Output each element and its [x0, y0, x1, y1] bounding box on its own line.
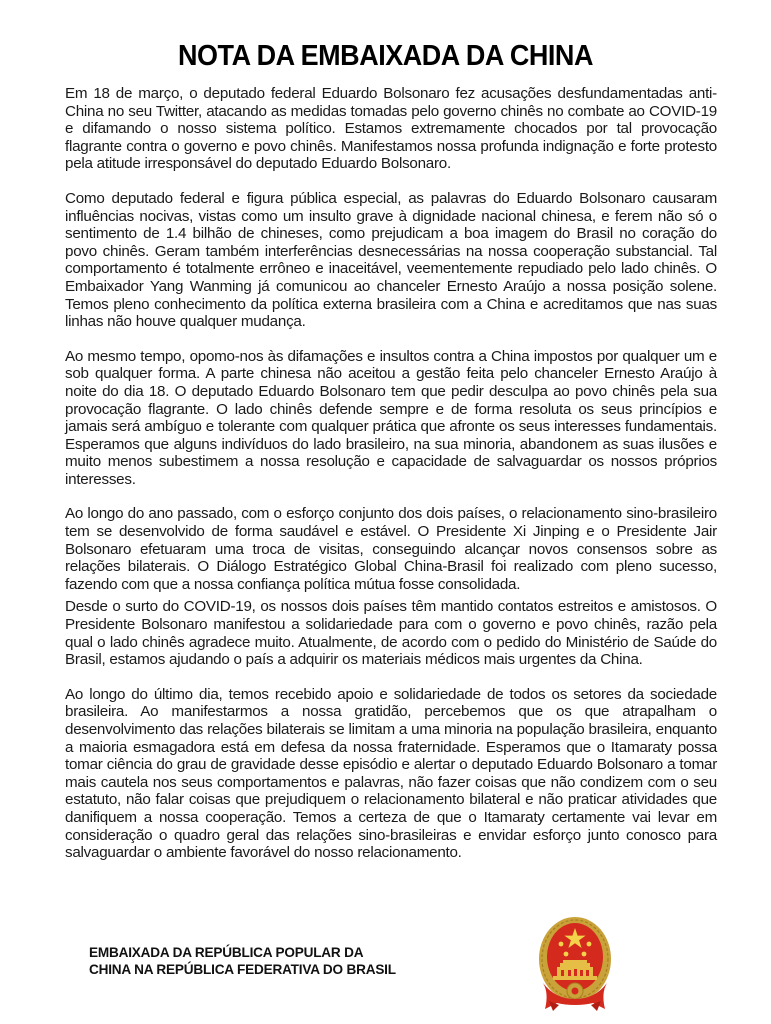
emblem-small-star: [559, 942, 564, 947]
signature-line-2: CHINA NA REPÚBLICA FEDERATIVA DO BRASIL: [89, 962, 396, 977]
embassy-signature: [89, 944, 449, 978]
paragraph-4: Ao longo do ano passado, com o esforço conjunto dos dois países, o relacionamento sino-brasileiro tem se desenvolvido de forma saudável e estável. O Presidente Xi Jinping e o Presidente Jair Bolsonaro efetuaram uma troca de visitas, conseguindo alcançar novos consensos sobre as relações bilaterais. O Diálogo Estratégico Global China-Brasil foi realizado com pleno sucesso, fazendo com que a nossa confiança política mútua fosse consolidada.: [65, 505, 717, 593]
paragraph-1: Em 18 de março, o deputado federal Eduardo Bolsonaro fez acusações desfundamentadas anti-China no seu Twitter, atacando as medidas tomadas pelo governo chinês no combate ao COVID-19 e difamando o nosso sistema político. Estamos extremamente chocados por tal provocação flagrante contra o governo e povo chinês. Manifestamos nossa profunda indignação e forte protesto pela atitude irresponsável do deputado Eduardo Bolsonaro.: [65, 85, 717, 173]
emblem-gate-roof: [560, 963, 590, 967]
note-body: [65, 85, 717, 862]
signature-line-1: EMBAIXADA DA REPÚBLICA POPULAR DA: [89, 945, 364, 960]
emblem-small-star: [587, 942, 592, 947]
national-emblem-of-china-icon: [535, 913, 615, 1015]
page-title: NOTA DA EMBAIXADA DA CHINA: [178, 40, 593, 72]
paragraph-5: Desde o surto do COVID-19, os nossos dois países têm mantido contatos estreitos e amistosos. O Presidente Bolsonaro manifestou a solidariedade para com o governo e povo chinês, razão pela qual o lado chinês agradece muito. Atualmente, de acordo com o pedido do Ministério de Saúde do Brasil, estamos ajudando o país a adquirir os materiais médicos mais urgentes da China.: [65, 598, 717, 669]
paragraph-3: Ao mesmo tempo, opomo-nos às difamações e insultos contra a China impostos por qualquer um e sob qualquer forma. A parte chinesa não aceitou a gestão feita pelo chanceler Ernesto Araújo à noite do dia 18. O deputado Eduardo Bolsonaro tem que pedir desculpa ao povo chinês pela sua provocação flagrante. O lado chinês defende sempre e de forma resoluta os seus princípios e jamais será ambíguo e tolerante com qualquer prática que afronte os seus interesses fundamentais. Esperamos que alguns indivíduos do lado brasileiro, na sua minoria, abandonem as suas ilusões e muito menos subestimem a nossa resolução e capacidade de salvaguardar os nossos próprios interesses.: [65, 347, 717, 488]
emblem-small-star: [564, 952, 569, 957]
paragraph-2: Como deputado federal e figura pública especial, as palavras do Eduardo Bolsonaro causaram influências nocivas, vistas como um insulto grave à dignidade nacional chinesa, e ferem não só o sentimento de 1.4 bilhão de chineses, como prejudicam a boa imagem do Brasil no coração do povo chinês. Geram também interferências desnecessárias na nossa cooperação substancial. Tal comportamento é totalmente errôneo e inaceitável, veementemente repudiado pelo lado chinês. O Embaixador Yang Wanming já comunicou ao chanceler Ernesto Araújo a nossa posição solene. Temos pleno conhecimento da política externa brasileira com a China e acreditamos que nas suas linhas não houve qualquer mudança.: [65, 189, 717, 331]
paragraph-6: Ao longo do último dia, temos recebido apoio e solidariedade de todos os setores da sociedade brasileira. Ao manifestarmos a nossa gratidão, percebemos que os que atrapalham o desenvolvimento das relações bilaterais se limitam a uma minoria na população brasileira, enquanto a maioria esmagadora está em defesa da nossa fraternidade. Esperamos que o Itamaraty possa tomar ciência do grau de gravidade desse episódio e alertar o deputado Eduardo Bolsonaro a tomar mais cautela nos seus comportamentos e palavras, não fazer coisas que não condizem com o seu estatuto, não falar coisas que prejudiquem o relacionamento bilateral e não praticar atividades que danifiquem a nossa cooperação. Temos a certeza de que o Itamaraty certamente vai levar em consideração o quadro geral das relações sino-brasileiras e envidar esforço junto conosco para salvaguardar o ambiente favorável do nosso relacionamento.: [65, 685, 717, 862]
emblem-small-star: [582, 952, 587, 957]
